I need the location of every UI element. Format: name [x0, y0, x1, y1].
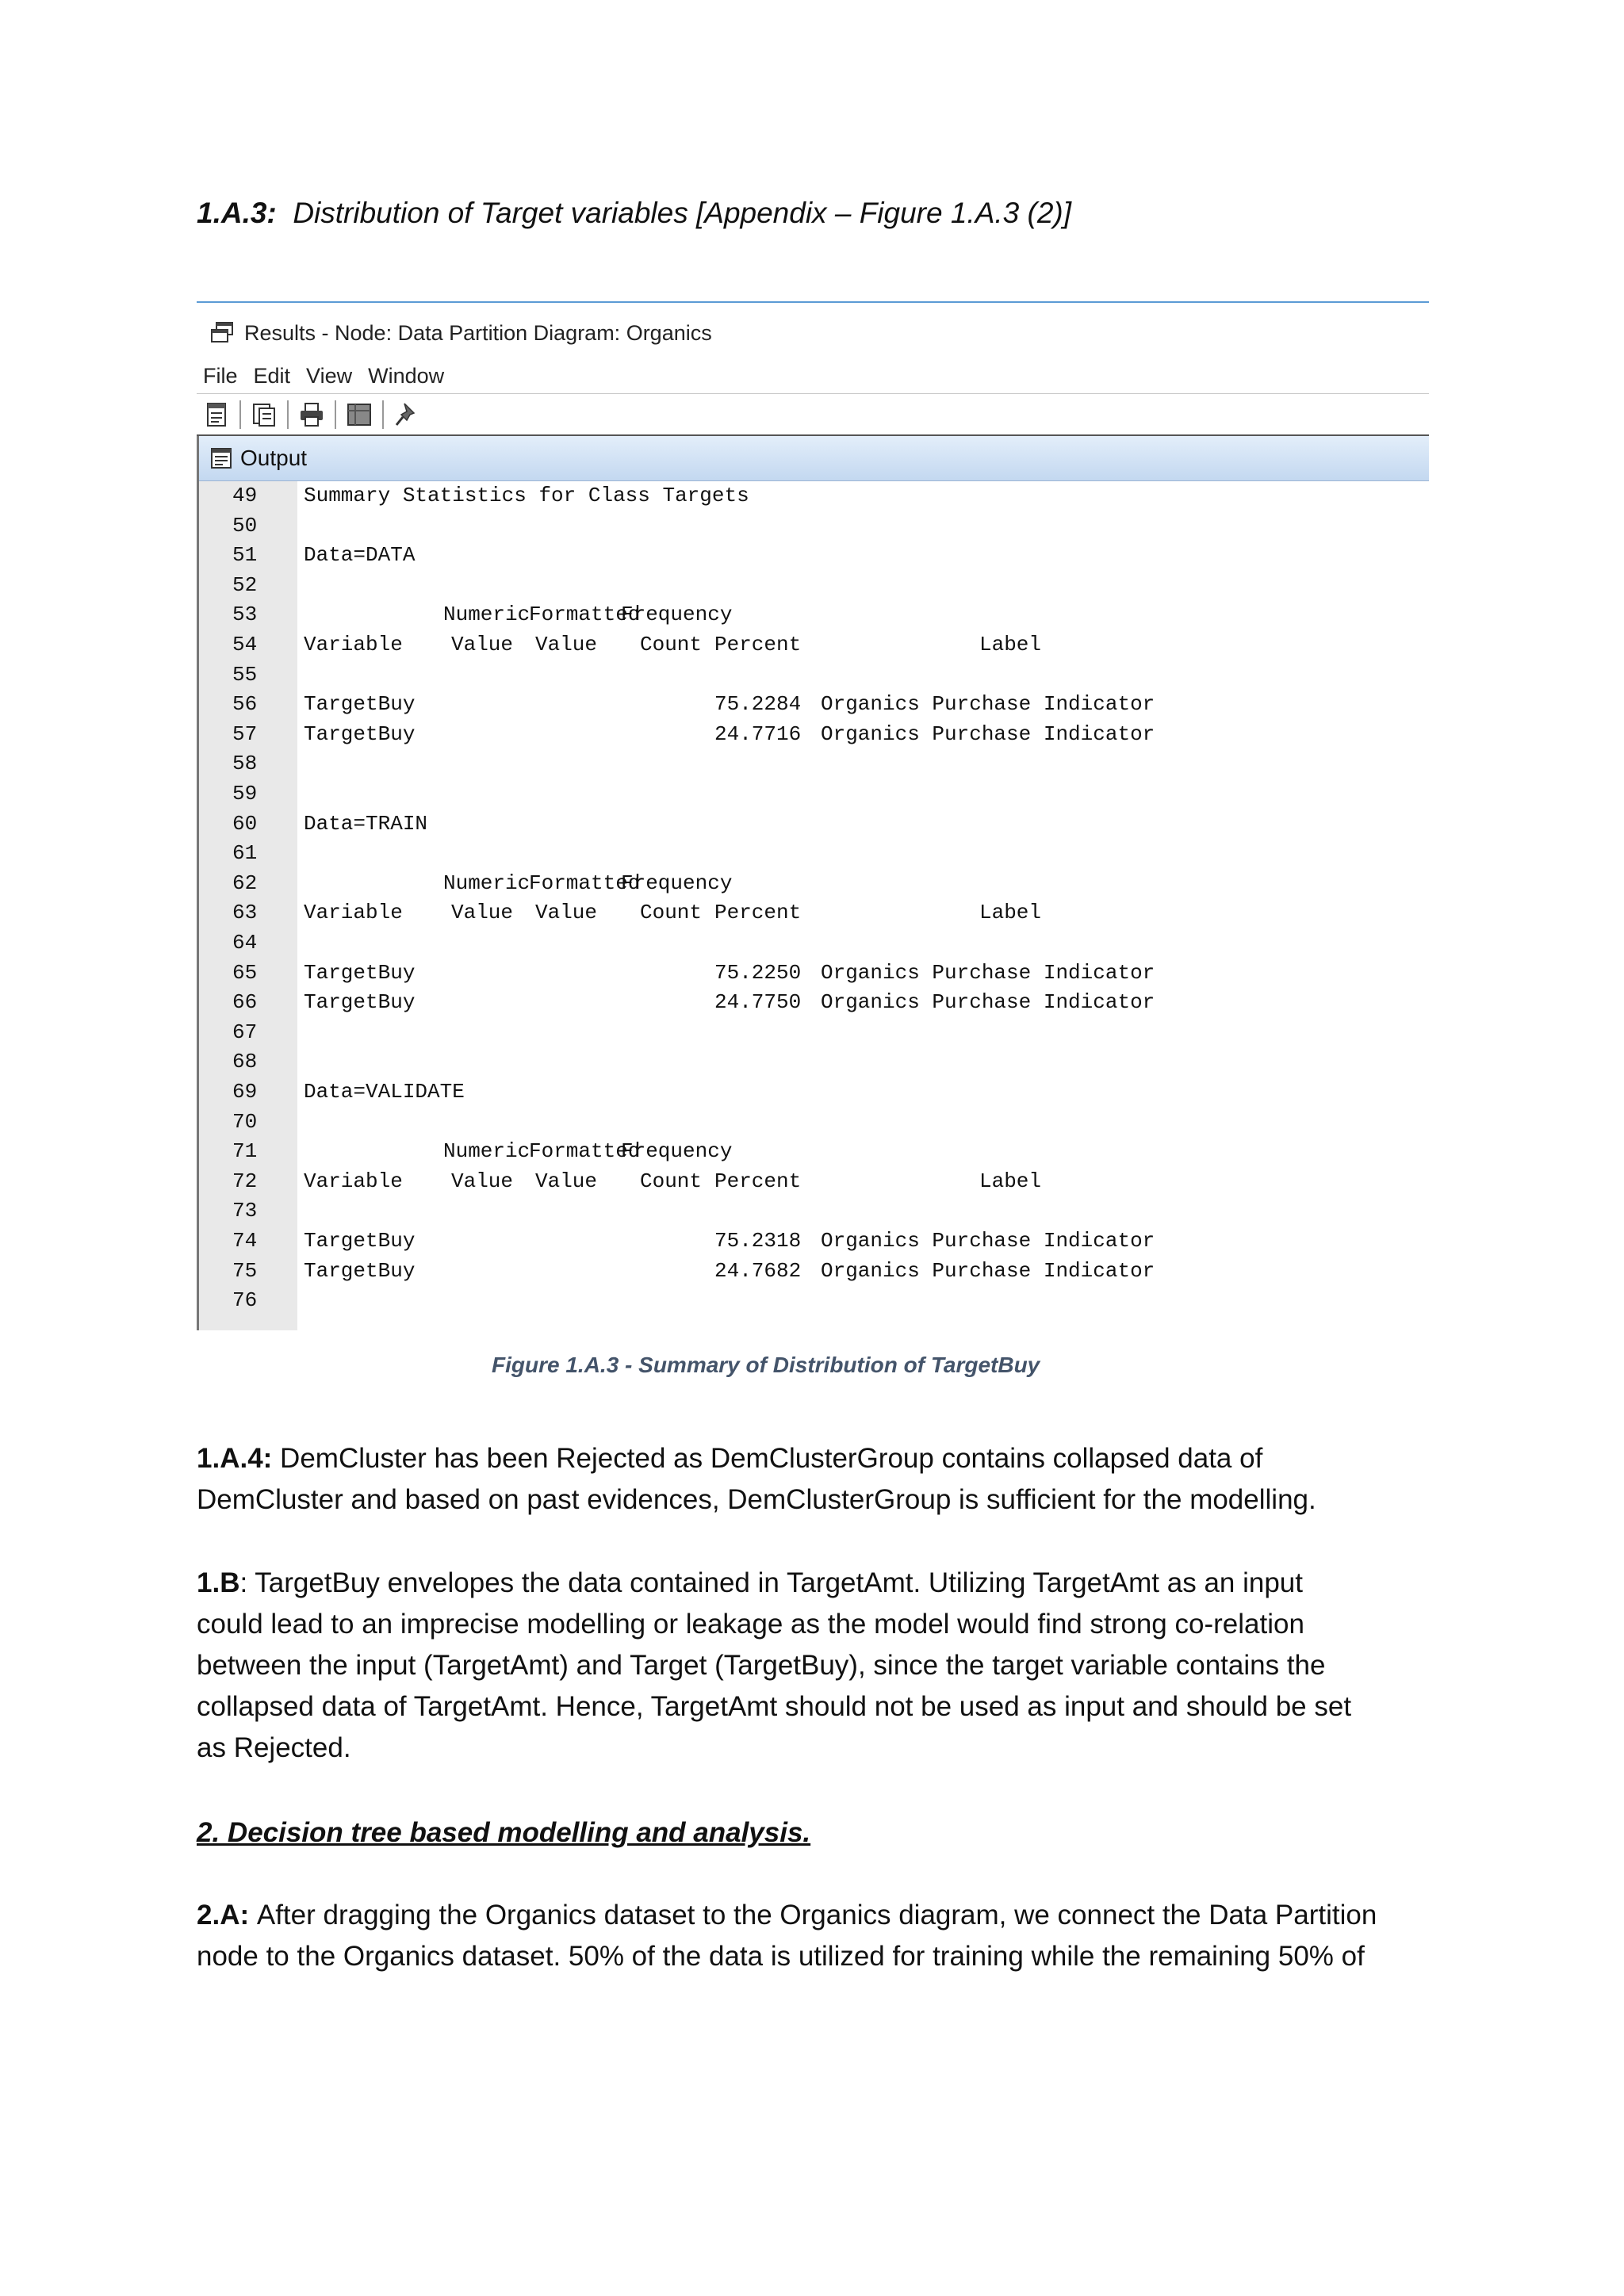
col-header-formatted: Formatted	[529, 871, 641, 895]
col-header-label: Label	[979, 1169, 1042, 1193]
col-header-count: Count	[640, 1169, 703, 1193]
line-number: 76	[232, 1288, 258, 1313]
data-set-label: Data=TRAIN	[304, 811, 428, 836]
col-header-frequency: Frequency	[621, 1139, 733, 1164]
menu-edit[interactable]: Edit	[253, 363, 291, 388]
cell-label: Organics Purchase Indicator	[821, 1229, 1155, 1253]
output-panel	[197, 436, 1431, 1330]
data-set-label: Data=VALIDATE	[304, 1080, 465, 1104]
col-header-formatted-value: Value	[535, 1169, 598, 1193]
pin-icon[interactable]	[393, 401, 420, 428]
toolbar-separator	[287, 400, 289, 429]
section-heading-2: 2. Decision tree based modelling and analysis.	[197, 1817, 811, 1848]
output-icon	[210, 447, 232, 469]
line-number: 51	[232, 543, 258, 568]
figure-caption: Figure 1.A.3 - Summary of Distribution of TargetBuy	[492, 1353, 1040, 1377]
cell-percent: 75.2318	[714, 1229, 802, 1253]
line-number: 74	[232, 1229, 258, 1253]
line-number: 57	[232, 721, 258, 746]
cell-label: Organics Purchase Indicator	[821, 692, 1155, 717]
paragraph-1b: 1.B: TargetBuy envelopes the data contained in TargetAmt. Utilizing TargetAmt as an input could lead to an imprecise modelling or leakage as the model would find strong co-relation between the input (TargetAmt) and Target (TargetBuy), since the target variable contains the collapsed data of TargetAmt. Hence, TargetAmt should not be used as input and should be set as Rejected.	[197, 1567, 1352, 1763]
line-number: 66	[232, 990, 258, 1015]
col-header-formatted-value: Value	[535, 633, 598, 656]
line-number: 62	[232, 871, 258, 895]
cell-variable: TargetBuy	[304, 692, 416, 717]
document-icon[interactable]	[203, 401, 230, 428]
paragraph-1a4: 1.A.4: DemCluster has been Rejected as DemClusterGroup contains collapsed data of DemCluster and based on past evidences, DemClusterGroup is sufficient for the modelling.	[197, 1443, 1316, 1515]
line-number: 55	[232, 662, 258, 687]
line-number: 63	[232, 901, 258, 925]
line-number: 72	[232, 1169, 258, 1193]
cell-percent: 75.2250	[714, 960, 802, 985]
cell-percent: 24.7750	[714, 990, 802, 1015]
col-header-frequency: Frequency	[621, 871, 733, 895]
col-header-label: Label	[979, 633, 1042, 656]
col-header-variable: Variable	[304, 633, 403, 656]
col-header-variable: Variable	[304, 1169, 403, 1193]
window-titlebar	[209, 312, 712, 354]
output-panel-title: Output	[240, 446, 308, 470]
line-number: 50	[232, 513, 258, 538]
output-title: Summary Statistics for Class Targets	[304, 484, 749, 507]
line-number: 67	[232, 1020, 258, 1044]
line-number: 71	[232, 1139, 258, 1164]
col-header-formatted: Formatted	[529, 1139, 641, 1164]
table-icon[interactable]	[346, 401, 373, 428]
print-icon[interactable]	[298, 401, 325, 428]
paragraph-2a: 2.A: After dragging the Organics dataset to the Organics diagram, we connect the Data Partition node to the Organics dataset. 50% of the data is utilized for training while the remaining 50% of	[197, 1900, 1377, 1972]
col-header-numeric-value: Value	[451, 901, 514, 925]
menu-window[interactable]: Window	[368, 363, 445, 388]
cell-percent: 24.7682	[714, 1258, 802, 1283]
cell-variable: TargetBuy	[304, 721, 416, 746]
line-number: 59	[232, 782, 258, 806]
output-panel-header	[199, 436, 1429, 481]
col-header-formatted-value: Value	[535, 901, 598, 925]
output-text-area[interactable]	[199, 481, 1429, 1330]
col-header-percent: Percent	[714, 1169, 802, 1193]
line-number: 58	[232, 752, 258, 776]
results-window-icon	[209, 321, 235, 345]
col-header-variable: Variable	[304, 901, 403, 925]
results-window-screenshot	[197, 301, 1429, 1330]
line-number: 61	[232, 841, 258, 866]
window-title: Results - Node: Data Partition Diagram: Organics	[244, 320, 712, 345]
line-number: 56	[232, 692, 258, 717]
cell-label: Organics Purchase Indicator	[821, 721, 1155, 746]
col-header-numeric-value: Value	[451, 1169, 514, 1193]
line-number: 49	[232, 484, 258, 507]
line-number: 69	[232, 1080, 258, 1104]
data-set-label: Data=DATA	[304, 543, 416, 568]
line-number: 70	[232, 1109, 258, 1134]
menu-file[interactable]: File	[203, 363, 238, 388]
cell-percent: 24.7716	[714, 721, 802, 746]
cell-label: Organics Purchase Indicator	[821, 960, 1155, 985]
cell-label: Organics Purchase Indicator	[821, 1258, 1155, 1283]
line-number: 60	[232, 811, 258, 836]
col-header-frequency: Frequency	[621, 603, 733, 627]
line-number: 73	[232, 1199, 258, 1223]
toolbar-separator	[335, 400, 336, 429]
menu-bar	[203, 358, 460, 393]
line-number: 52	[232, 572, 258, 597]
col-header-label: Label	[979, 901, 1042, 925]
col-header-numeric: Numeric	[443, 1139, 530, 1164]
line-number: 68	[232, 1050, 258, 1074]
toolbar	[197, 393, 1429, 436]
section-heading-1a3: 1.A.3: Distribution of Target variables [Appendix – Figure 1.A.3 (2)]	[197, 197, 1072, 229]
copy-icon[interactable]	[251, 401, 278, 428]
menu-view[interactable]: View	[306, 363, 353, 388]
col-header-numeric: Numeric	[443, 603, 530, 627]
cell-variable: TargetBuy	[304, 1258, 416, 1283]
col-header-formatted: Formatted	[529, 603, 641, 627]
col-header-count: Count	[640, 633, 703, 656]
cell-variable: TargetBuy	[304, 990, 416, 1015]
col-header-numeric: Numeric	[443, 871, 530, 895]
line-number: 65	[232, 960, 258, 985]
col-header-count: Count	[640, 901, 703, 925]
line-number: 75	[232, 1258, 258, 1283]
cell-label: Organics Purchase Indicator	[821, 990, 1155, 1015]
toolbar-separator	[382, 400, 384, 429]
col-header-numeric-value: Value	[451, 633, 514, 656]
cell-variable: TargetBuy	[304, 960, 416, 985]
cell-percent: 75.2284	[714, 692, 802, 717]
col-header-percent: Percent	[714, 633, 802, 656]
toolbar-separator	[239, 400, 241, 429]
line-number: 54	[232, 633, 258, 656]
col-header-percent: Percent	[714, 901, 802, 925]
cell-variable: TargetBuy	[304, 1229, 416, 1253]
line-number: 53	[232, 603, 258, 627]
line-number: 64	[232, 931, 258, 955]
